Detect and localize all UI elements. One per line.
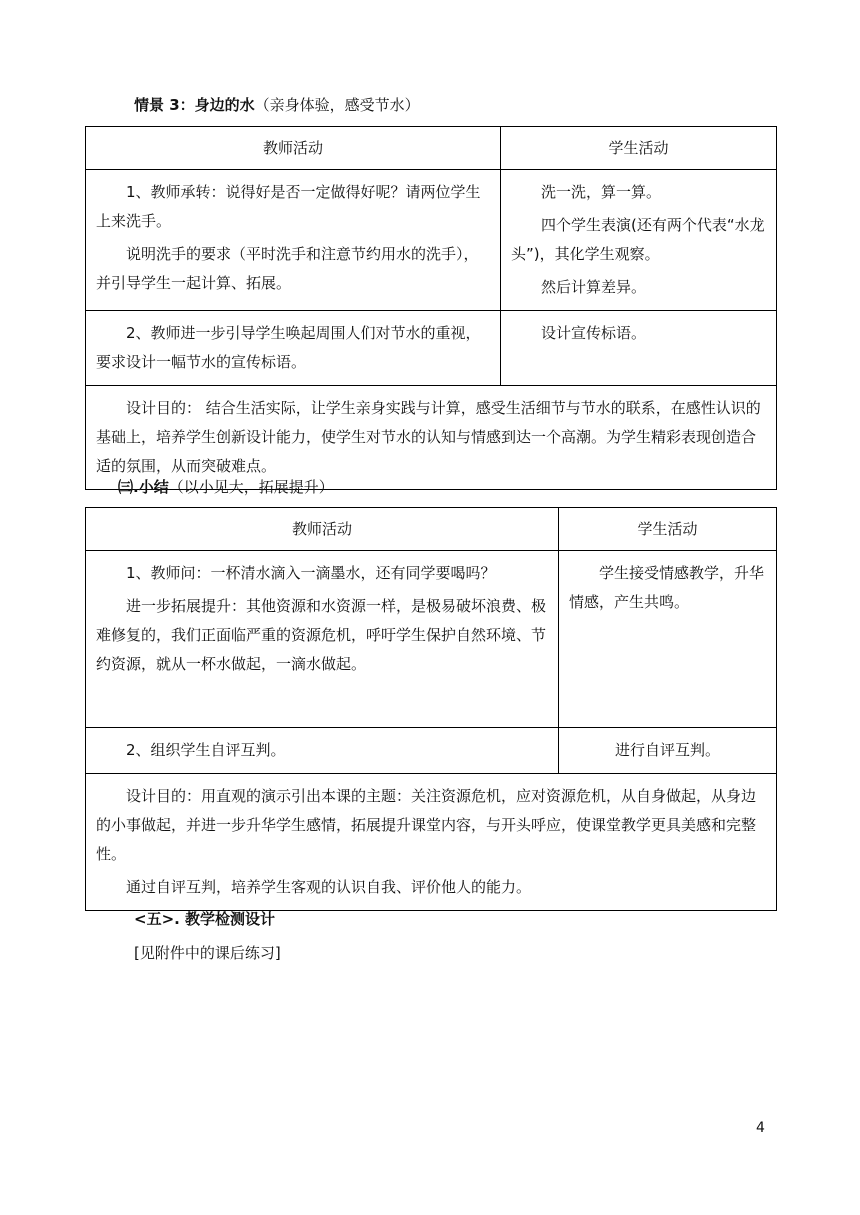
page-number: 4 <box>756 1120 765 1136</box>
student-cell <box>501 170 777 311</box>
student-cell <box>501 311 777 386</box>
table-row <box>86 728 777 774</box>
student-text: 洗一洗，算一算。 <box>541 183 662 201</box>
student-text: 四个学生表演(还有两个代表“水龙头”)，其化学生观察。 <box>511 216 765 263</box>
purpose-cell <box>86 386 777 490</box>
purpose-text: 设计目的：用直观的演示引出本课的主题：关注资源危机，应对资源危机，从自身做起，从身边的小事做起，并进一步升华学生感情，拓展提升课堂内容，与开头呼应，使课堂教学更具美感和完整性。 <box>96 787 757 863</box>
student-text: 进行自评互判。 <box>614 741 720 759</box>
summary-heading <box>118 476 334 499</box>
student-text: 学生接受情感教学，升华情感，产生共鸣。 <box>569 564 765 611</box>
section5-note: [见附件中的课后练习] <box>134 944 281 962</box>
teacher-text: 2、组织学生自评互判。 <box>126 741 286 759</box>
scene3-header-student: 学生活动 <box>501 127 777 170</box>
summary-subtitle: （以小见大，拓展提升） <box>168 478 334 496</box>
teacher-cell <box>86 311 501 386</box>
teacher-text: 1、教师承转：说得好是否一定做得好呢？请两位学生上来洗手。 <box>96 183 481 230</box>
student-cell <box>559 551 777 728</box>
teacher-text: 1、教师问：一杯清水滴入一滴墨水，还有同学要喝吗？ <box>126 564 496 582</box>
teacher-text: 说明洗手的要求（平时洗手和注意节约用水的洗手），并引导学生一起计算、拓展。 <box>96 245 479 292</box>
teacher-text: 2、教师进一步引导学生唤起周围人们对节水的重视，要求设计一幅节水的宣传标语。 <box>96 324 481 371</box>
table-row <box>86 170 777 311</box>
table-row <box>86 311 777 386</box>
teacher-cell <box>86 551 559 728</box>
section5-title: <五>. 教学检测设计 <box>134 910 276 928</box>
teacher-text: 进一步拓展提升：其他资源和水资源一样，是极易破坏浪费、极难修复的，我们正面临严重的资源危机，呼吁学生保护自然环境、节约资源，就从一杯水做起，一滴水做起。 <box>96 597 547 673</box>
student-text: 设计宣传标语。 <box>541 324 647 342</box>
summary-title: ㈢.小结 <box>118 478 169 496</box>
teacher-cell <box>86 170 501 311</box>
purpose-text: 设计目的： 结合生活实际，让学生亲身实践与计算，感受生活细节与节水的联系，在感性认识的基础上，培养学生创新设计能力，使学生对节水的认知与情感到达一个高潮。为学生精彩表现创造合适的氛围，从而突破难点。 <box>96 399 761 475</box>
scene3-header-row <box>86 127 777 170</box>
scene3-header-teacher: 教师活动 <box>86 127 501 170</box>
student-cell <box>559 728 777 774</box>
student-text: 然后计算差异。 <box>541 278 647 296</box>
scene3-purpose-row <box>86 386 777 490</box>
teacher-cell <box>86 728 559 774</box>
section5-heading <box>134 908 275 931</box>
scene3-subtitle: （亲身体验，感受节水） <box>254 96 420 114</box>
summary-header-row <box>86 508 777 551</box>
summary-header-student: 学生活动 <box>559 508 777 551</box>
purpose-cell <box>86 774 777 911</box>
summary-table <box>85 507 777 911</box>
table-row <box>86 551 777 728</box>
scene3-heading <box>134 94 420 117</box>
summary-purpose-row <box>86 774 777 911</box>
summary-header-teacher: 教师活动 <box>86 508 559 551</box>
scene3-title: 情景 3：身边的水 <box>134 96 255 114</box>
purpose-text: 通过自评互判，培养学生客观的认识自我、评价他人的能力。 <box>126 878 532 896</box>
scene3-table <box>85 126 777 490</box>
